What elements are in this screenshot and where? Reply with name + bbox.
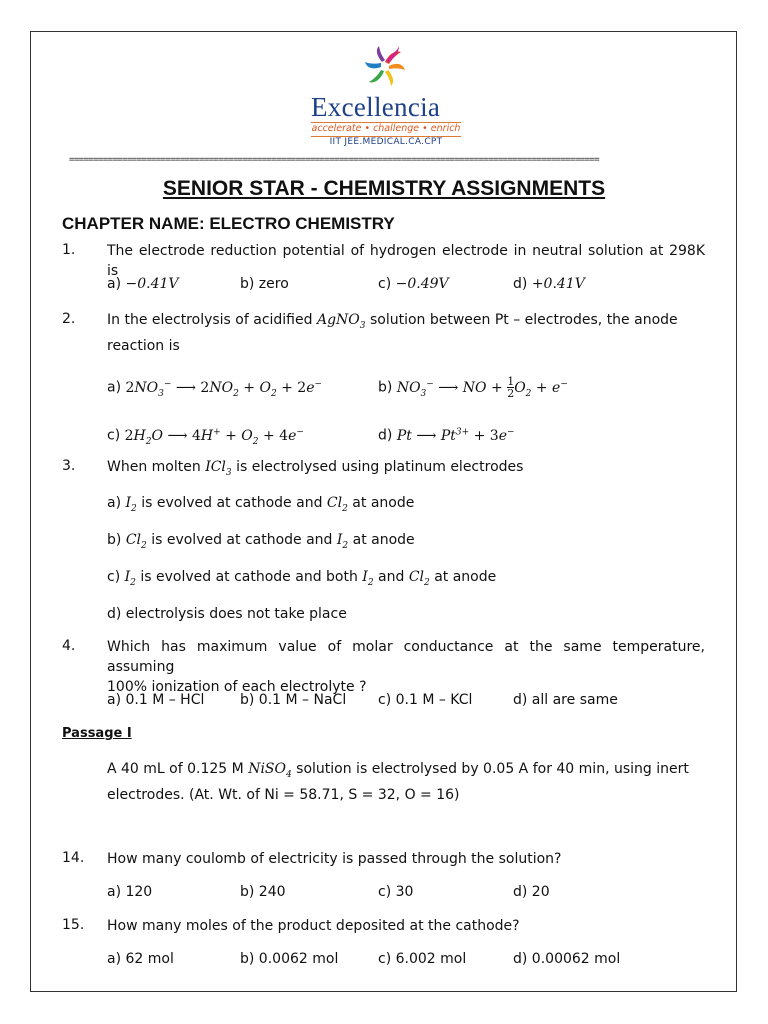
option-b: b) 240 (240, 884, 286, 900)
option-c: c) −0.49V (378, 276, 449, 292)
option-b: b) 0.0062 mol (240, 951, 339, 967)
option-a: a) $2NO_3^-$ ⟶ $2NO_2 + O_2 + 2e^-$ (107, 379, 323, 399)
option-d: d) all are same (513, 692, 618, 708)
question-number: 3. (62, 458, 76, 474)
excellencia-logo-icon (364, 44, 406, 90)
page-title: SENIOR STAR - CHEMISTRY ASSIGNMENTS (162, 177, 606, 200)
question-number: 15. (62, 917, 85, 933)
chapter-name: CHAPTER NAME: ELECTRO CHEMISTRY (62, 214, 395, 233)
question-text: Which has maximum value of molar conductance at the same temperature, assuming 100% ionization of each electrolyte ? (107, 639, 705, 695)
passage-text: A 40 mL of 0.125 M NiSO$_4$ solution is electrolysed by 0.05 A for 40 min, using inert electrodes. (At. Wt. of Ni = 58.71, S = 32, O = 16) (107, 761, 689, 803)
option-b: b) zero (240, 276, 289, 292)
option-a: a) 62 mol (107, 951, 174, 967)
brand-name: Excellencia (311, 92, 441, 122)
option-d: d) 0.00062 mol (513, 951, 621, 967)
question-text: How many moles of the product deposited at the cathode? (107, 918, 520, 934)
question-number: 2. (62, 311, 76, 327)
brand-subline: IIT JEE.MEDICAL.CA.CPT (329, 137, 443, 147)
option-b: b) $Cl_2$ is evolved at cathode and $I_2$ at anode (107, 532, 415, 551)
question-number: 14. (62, 850, 85, 866)
question-number: 1. (62, 242, 76, 258)
option-b: b) $NO_3^-$ ⟶ NO + $\frac{1}{2}$ $O_2 + e^-$ (378, 375, 568, 401)
option-d: d) +0.41V (513, 276, 585, 292)
option-c: c) 0.1 M – KCl (378, 692, 473, 708)
option-d: d) Pt ⟶ $Pt^{3+} + 3e^-$ (378, 427, 515, 444)
question-number: 4. (62, 638, 76, 654)
option-c: c) 30 (378, 884, 414, 900)
option-b: b) 0.1 M – NaCl (240, 692, 347, 708)
option-a: a) $I_2$ is evolved at cathode and $Cl_2$ at anode (107, 495, 415, 514)
brand-tagline: accelerate • challenge • enrich (311, 122, 461, 137)
divider-line: ============================================================================================================== (69, 155, 600, 165)
question-text: The electrode reduction potential of hydrogen electrode in neutral solution at 298K is (107, 243, 705, 279)
option-c: c) $2H_2O$ ⟶ $4H^+ + O_2 + 4e^-$ (107, 427, 304, 447)
option-a: a) −0.41V (107, 276, 179, 292)
question-text: How many coulomb of electricity is passed through the solution? (107, 851, 562, 867)
option-c: c) $I_2$ is evolved at cathode and both $I_2$ and $Cl_2$ at anode (107, 569, 497, 588)
option-d: d) electrolysis does not take place (107, 606, 347, 622)
passage-heading: Passage I (62, 726, 132, 741)
option-a: a) 120 (107, 884, 153, 900)
question-text: When molten ICl$_3$ is electrolysed using platinum electrodes (107, 459, 524, 478)
option-a: a) 0.1 M – HCl (107, 692, 205, 708)
option-d: d) 20 (513, 884, 550, 900)
question-text: In the electrolysis of acidified AgNO$_3$ solution between Pt – electrodes, the anode reaction is (107, 312, 678, 354)
option-c: c) 6.002 mol (378, 951, 467, 967)
